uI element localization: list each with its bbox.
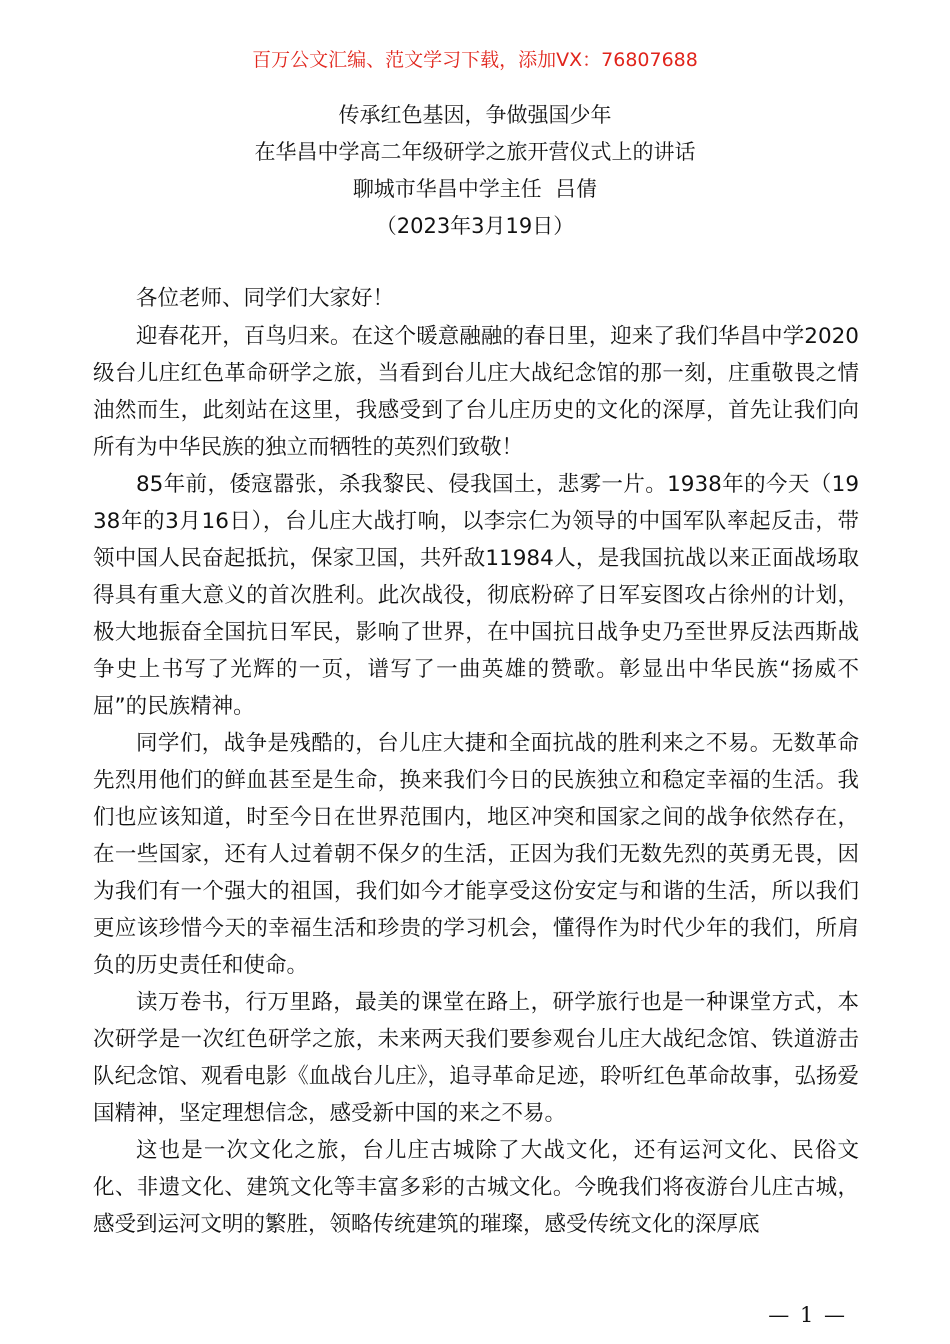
- speech-body: [93, 280, 859, 1243]
- greeting: 各位老师、同学们大家好！: [136, 286, 395, 311]
- paragraph: 85年前，倭寇嚣张，杀我黎民、侵我国土，悲雾一片。1938年的今天（1938年的3月16日），台儿庄大战打响，以李宗仁为领导的中国军队率起反击，带领中国人民奋起抵抗，保家卫国，共歼敌11984人，是我国抗战以来正面战场取得具有重大意义的首次胜利。此次战役，彻底粉碎了日军妄图攻占徐州的计划，极大地振奋全国抗日军民，影响了世界，在中国抗日战争史乃至世界反法西斯战争史上书写了光辉的一页，谱写了一曲英雄的赞歌。彰显出中华民族“扬威不屈”的民族精神。: [93, 472, 859, 719]
- page-title: 传承红色基因，争做强国少年: [338, 103, 612, 127]
- page-subtitle: 在华昌中学高二年级研学之旅开营仪式上的讲话: [254, 140, 696, 164]
- page-number: — 1 —: [768, 1303, 847, 1327]
- date-line: （2023年3月19日）: [375, 214, 575, 238]
- speaker-line: 聊城市华昌中学主任 吕倩: [352, 177, 598, 201]
- paragraph: 读万卷书，行万里路，最美的课堂在路上，研学旅行也是一种课堂方式，本次研学是一次红色研学之旅，未来两天我们要参观台儿庄大战纪念馆、铁道游击队纪念馆、观看电影《血战台儿庄》，追寻革命足迹，聆听红色革命故事，弘扬爱国精神，坚定理想信念，感受新中国的来之不易。: [93, 990, 859, 1126]
- title-block: [0, 97, 950, 245]
- paragraph: 这也是一次文化之旅，台儿庄古城除了大战文化，还有运河文化、民俗文化、非遗文化、建筑文化等丰富多彩的古城文化。今晚我们将夜游台儿庄古城，感受到运河文明的繁胜，领略传统建筑的璀璨，感受传统文化的深厚底: [93, 1138, 859, 1237]
- watermark-banner: 百万公文汇编、范文学习下载，添加VX：76807688: [252, 49, 698, 71]
- paragraph: 同学们，战争是残酷的，台儿庄大捷和全面抗战的胜利来之不易。无数革命先烈用他们的鲜血甚至是生命，换来我们今日的民族独立和稳定幸福的生活。我们也应该知道，时至今日在世界范围内，地区冲突和国家之间的战争依然存在，在一些国家，还有人过着朝不保夕的生活，正因为我们无数先烈的英勇无畏，因为我们有一个强大的祖国，我们如今才能享受这份安定与和谐的生活，所以我们更应该珍惜今天的幸福生活和珍贵的学习机会，懂得作为时代少年的我们，所肩负的历史责任和使命。: [93, 731, 859, 978]
- paragraph: 迎春花开，百鸟归来。在这个暖意融融的春日里，迎来了我们华昌中学2020级台儿庄红色革命研学之旅，当看到台儿庄大战纪念馆的那一刻，庄重敬畏之情油然而生，此刻站在这里，我感受到了台儿庄历史的文化的深厚，首先让我们向所有为中华民族的独立而牺牲的英烈们致敬！: [93, 324, 859, 460]
